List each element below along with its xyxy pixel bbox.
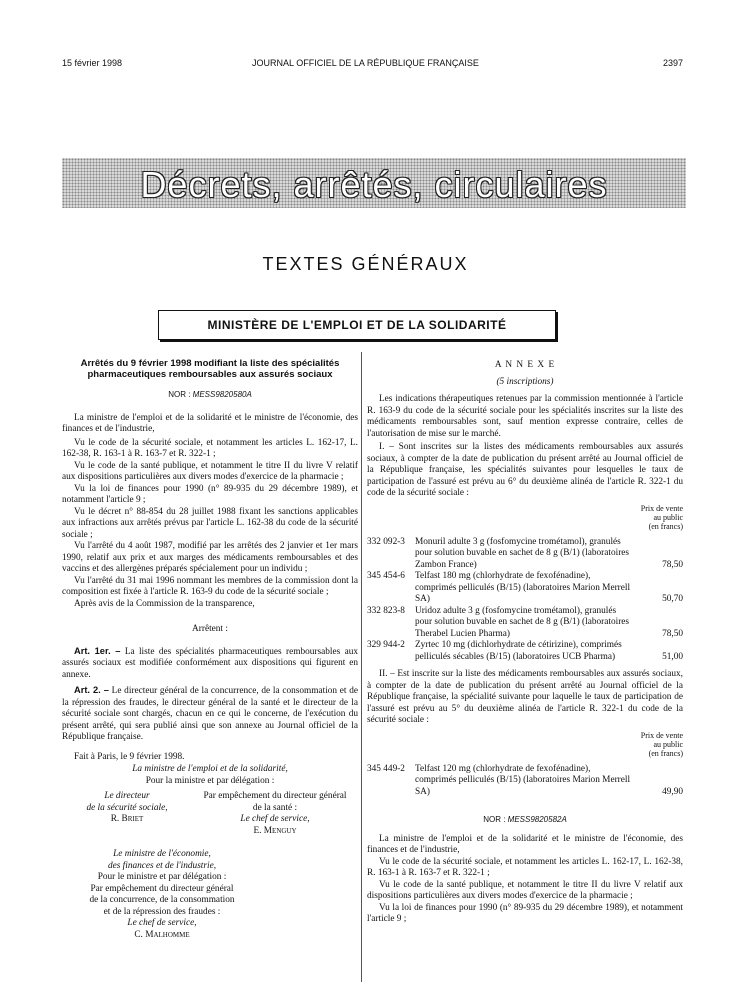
med-price: 49,90	[662, 786, 683, 797]
price-header	[367, 731, 683, 758]
annex-section-1: I. – Sont inscrites sur la listes des médicaments remboursables aux assurés sociaux, à compter de la date de publication du présent arrêté au Journal officiel de la République française, les spécialités suivantes pour lesquelles le taux de participation de l'assuré est prévu au 6° du deuxième alinéa de l'article R. 322-1 du code de la sécurité sociale :	[367, 442, 683, 498]
header-date: 15 février 1998	[62, 58, 123, 68]
article-1-label: Art. 1er. –	[74, 645, 121, 656]
med-price: 78,50	[662, 559, 683, 570]
signature-name: E. Menguy	[253, 825, 297, 836]
signature-line: de la concurrence, de la consommation	[89, 895, 235, 905]
nor-code: MESS9820580A	[192, 390, 252, 399]
annex-section-2: II. – Est inscrite sur la liste des médicaments remboursables aux assurés sociaux, à compter de la date de publication du présent arrêté au Journal officiel de la République française, la spécialité suivante pour laquelle le taux de participation de l'assuré est prévu au 5° du deuxième alinéa de l'article R. 322-1 du code de la sécurité sociale :	[367, 669, 683, 725]
article-1-text: La liste des spécialités pharmaceutiques remboursables aux assurés sociaux est modifiée conformément aux dispositions qui figurent en annexe.	[62, 646, 358, 680]
med-code: 332 823-8	[367, 605, 405, 616]
price-header-line: Prix de vente	[640, 503, 683, 513]
med-text: Telfast 120 mg (chlorhydrate de fexofénadine), comprimés pelliculés (B/15) (laboratoires Marion Merrell SA)	[415, 763, 631, 797]
preamble-para: Vu la loi de finances pour 1990 (n° 89-935 du 29 décembre 1989), et notamment l'article 9 ;	[367, 902, 683, 924]
preamble-para: Vu l'arrêté du 4 août 1987, modifié par les arrêtés des 2 janvier et 1er mars 1990, relatif aux prix et aux marges des médicaments remboursables et des vaccins et des allergènes préparés spécialement pour un individu ;	[62, 541, 358, 574]
article-2-text: Le directeur général de la concurrence, de la consommation et de la répression des fraudes, le directeur général de la santé et le directeur de la sécurité sociale sont chargés, chacun en ce qui le concerne, de l'exécution du présent arrêté, qui sera publié ainsi que son annexe au Journal officiel de la République française.	[62, 686, 359, 742]
preamble-para: Après avis de la Commission de la transparence,	[74, 598, 255, 609]
preamble-para: Vu le code de la sécurité sociale, et notamment les articles L. 162-17, L. 162-38, R. 163-1 à R. 163-7 et R. 322-1 ;	[367, 856, 683, 878]
preamble-para: Vu le code de la santé publique, et notamment le titre II du livre V relatif aux dispositions particulières aux divers modes d'exercice de la pharmacie ;	[367, 879, 683, 901]
med-text: Monuril adulte 3 g (fosfomycine trométamol), granulés pour solution buvable en sachet de 8 g (B/1) (laboratoires Zambon France)	[415, 536, 630, 570]
article-2	[62, 685, 358, 744]
signature-name: C. Malhomme	[134, 929, 190, 940]
price-header-line: Prix de vente	[640, 730, 683, 740]
fait-a-paris: Fait à Paris, le 9 février 1998.	[74, 751, 185, 762]
med-code: 345 454-6	[367, 571, 405, 581]
preamble-para: Vu le code de la santé publique, et notamment le titre II du livre V relatif aux dispositions particulières aux divers modes d'exercice de la pharmacie ;	[62, 460, 358, 482]
med-price: 78,50	[662, 628, 683, 639]
signature-line: Le ministre de l'économie,	[113, 849, 211, 859]
medication-row	[367, 571, 683, 606]
signature-line: Par empêchement du directeur général	[90, 883, 234, 894]
med-text: Zyrtec 10 mg (dichlorhydrate de cétirizine), comprimés pelliculés sécables (B/15) (laboratoires UCB Pharma)	[415, 640, 622, 662]
ministry-box	[158, 310, 556, 340]
signature-name: R. Briet	[110, 814, 144, 824]
article-2-label: Art. 2. –	[74, 685, 109, 695]
left-column	[62, 358, 358, 941]
signature-line: de la santé :	[252, 802, 298, 813]
medication-row	[367, 764, 683, 799]
signature-line: La ministre de l'emploi et de la solidarité,	[132, 764, 288, 774]
medication-row	[367, 640, 683, 663]
ministry-title: MINISTÈRE DE L'EMPLOI ET DE LA SOLIDARITÉ	[207, 318, 507, 332]
preamble-para: Vu le code de la sécurité sociale, et notamment les articles L. 162-17, L. 162-38, R. 163-1 à R. 163-7 et R. 322-1 ;	[62, 437, 358, 459]
price-header-line: au public	[653, 512, 683, 522]
med-text: Uridoz adulte 3 g (fosfomycine trométamol), granulés pour solution buvable en sachet de 8 g (B/1) (laboratoires Therabel Lucien Pharma)	[415, 605, 630, 639]
section-banner	[62, 158, 686, 208]
signature-line: Le chef de service,	[240, 814, 310, 824]
price-header	[367, 504, 683, 531]
med-code: 329 944-2	[367, 640, 405, 650]
med-code: 332 092-3	[367, 536, 405, 547]
med-text: Telfast 180 mg (chlorhydrate de fexofénadine), comprimés pelliculés (B/15) (laboratoires Marion Merrell SA)	[415, 571, 631, 604]
price-header-line: (en francs)	[648, 748, 683, 758]
preamble-para: Vu l'arrêté du 31 mai 1996 nommant les membres de la commission dont la composition est fixée à l'article R. 163-9 du code de la sécurité sociale ;	[62, 575, 358, 597]
signature-line: Le chef de service,	[127, 918, 197, 928]
arretent: Arrêtent :	[192, 624, 228, 634]
signature-line: Pour la ministre et par délégation :	[145, 775, 275, 786]
preamble-para: Vu le décret n° 88-854 du 28 juillet 1988 fixant les sanctions applicables aux infractions aux arrêtés prévus par l'article L. 162-38 du code de la sécurité sociale ;	[62, 506, 358, 540]
nor-line	[62, 389, 358, 401]
section-title: TEXTES GÉNÉRAUX	[262, 254, 469, 274]
nor-code: MESS9820582A	[507, 815, 567, 824]
preamble-para: La ministre de l'emploi et de la solidarité et le ministre de l'économie, des finances et de l'industrie,	[62, 412, 358, 434]
signature-line: Pour le ministre et par délégation :	[97, 872, 227, 882]
med-code: 345 449-2	[367, 763, 405, 774]
med-price: 50,70	[662, 594, 683, 604]
medication-row	[367, 606, 683, 641]
page-number: 2397	[662, 58, 683, 68]
signature-line: Le directeur	[104, 791, 150, 801]
article-1	[62, 646, 358, 682]
journal-title: JOURNAL OFFICIEL DE LA RÉPUBLIQUE FRANÇAISE	[252, 58, 479, 68]
column-divider	[361, 352, 362, 982]
banner-title: Décrets, arrêtés, circulaires	[140, 164, 608, 205]
signature-line: et de la répression des fraudes :	[103, 906, 221, 917]
medication-row	[367, 537, 683, 572]
annex-title: A N N E X E	[494, 360, 556, 370]
preamble-para: Vu la loi de finances pour 1990 (n° 89-935 du 29 décembre 1989), et notamment l'article 9 ;	[62, 483, 358, 505]
nor-line	[367, 814, 683, 826]
annex-count: (5 inscriptions)	[496, 376, 554, 387]
nor-label: NOR :	[483, 815, 506, 824]
preamble-para: La ministre de l'emploi et de la solidarité et le ministre de l'économie, des finances et de l'industrie,	[367, 833, 683, 855]
decree-title: Arrêtés du 9 février 1998 modifiant la liste des spécialités pharmaceutiques remboursables aux assurés sociaux	[80, 358, 340, 380]
med-price: 51,00	[662, 651, 683, 662]
signature-line: de la sécurité sociale,	[86, 802, 168, 813]
nor-label: NOR :	[168, 390, 191, 399]
right-column	[367, 360, 683, 926]
price-header-line: (en francs)	[648, 521, 683, 531]
annex-intro: Les indications thérapeutiques retenues par la commission mentionnée à l'article R. 163-9 du code de la sécurité sociale pour les spécialités inscrites sur la liste des médicaments remboursables sont, sauf mention expresse contraire, celles de l'autorisation de mise sur le marché.	[367, 394, 683, 439]
signature-line: des finances et de l'industrie,	[107, 860, 217, 871]
price-header-line: au public	[653, 739, 683, 749]
signature-line: Par empêchement du directeur général	[203, 791, 347, 801]
